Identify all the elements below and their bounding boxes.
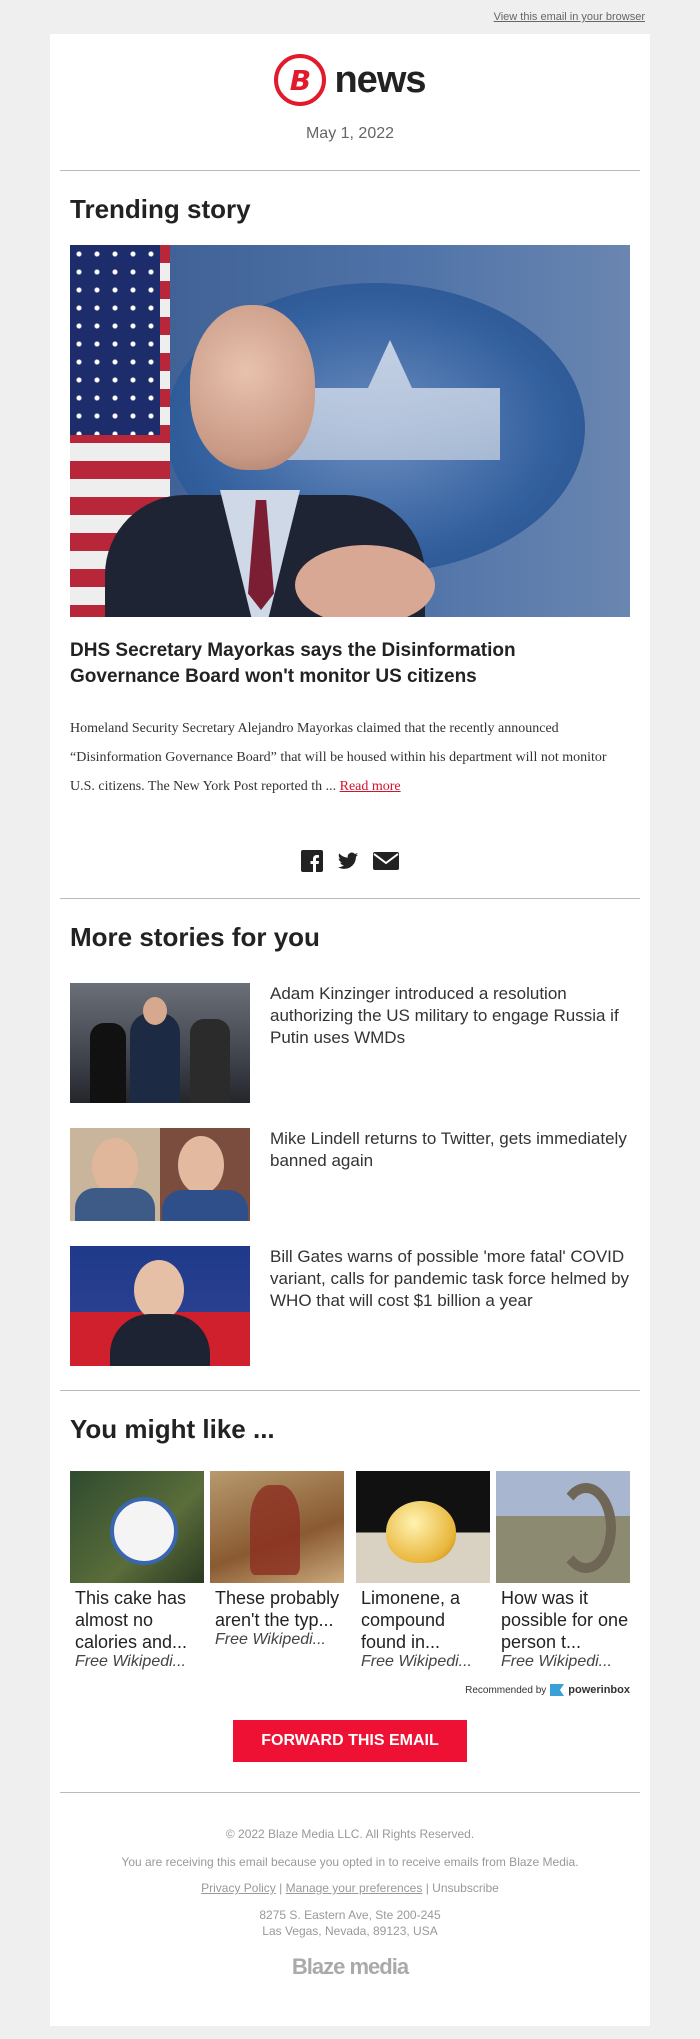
recommendation-title[interactable]: How was it possible for one person t... [501, 1588, 629, 1652]
divider [60, 1390, 640, 1391]
trending-excerpt [70, 714, 630, 801]
recommendation-image[interactable] [356, 1471, 490, 1583]
recommendation-title[interactable]: These probably aren't the typ... [215, 1588, 340, 1630]
twitter-icon[interactable] [337, 850, 359, 872]
story-title[interactable]: Bill Gates warns of possible 'more fatal' COVID variant, calls for pandemic task force helmed by WHO that will cost $1 billion a year [270, 1247, 630, 1310]
trending-story-image[interactable] [70, 245, 630, 617]
recommendation-image[interactable] [496, 1471, 630, 1583]
recommendation-source: Free Wikipedi... [215, 1631, 326, 1648]
story-thumbnail[interactable] [70, 983, 250, 1103]
recommended-by-label: Recommended by [465, 1684, 547, 1696]
privacy-policy-link[interactable]: Privacy Policy [201, 1881, 276, 1895]
address-line-2: Las Vegas, Nevada, 89123, USA [262, 1924, 438, 1938]
forward-email-button[interactable]: FORWARD THIS EMAIL [233, 1720, 467, 1762]
email-icon[interactable] [373, 850, 399, 872]
logo-text: news [334, 58, 426, 101]
read-more-link[interactable]: Read more [339, 779, 401, 794]
brand-logo[interactable] [50, 54, 650, 106]
facebook-icon[interactable] [301, 850, 323, 872]
top-bar [0, 0, 700, 34]
recommendation-image[interactable] [210, 1471, 344, 1583]
divider [60, 1792, 640, 1793]
divider [60, 170, 640, 171]
recommendation-item[interactable] [496, 1471, 630, 1671]
excerpt-text: Homeland Security Secretary Alejandro Mayorkas claimed that the recently announced “Disinformation Governance Board” that will be housed within his department will not monitor U.S. citizens. The New York Post reported th ... [70, 721, 607, 794]
story-thumbnail[interactable] [70, 1128, 250, 1221]
blaze-logo-icon: B [274, 54, 326, 106]
recommendation-image[interactable] [70, 1471, 204, 1583]
issue-date: May 1, 2022 [305, 125, 395, 142]
share-bar [50, 850, 650, 872]
section-title-trending: Trending story [70, 194, 251, 224]
powerinbox-icon [550, 1684, 564, 1696]
recommendation-item[interactable] [210, 1471, 344, 1649]
story-title[interactable]: Mike Lindell returns to Twitter, gets immediately banned again [270, 1129, 627, 1170]
recommendation-source: Free Wikipedi... [501, 1653, 612, 1670]
section-title-you-might-like: You might like ... [70, 1414, 275, 1444]
section-title-more-stories: More stories for you [70, 922, 320, 952]
story-thumbnail[interactable] [70, 1246, 250, 1366]
recommendation-item[interactable] [70, 1471, 204, 1671]
divider [60, 898, 640, 899]
recommendation-source: Free Wikipedi... [75, 1653, 186, 1670]
recommended-by[interactable] [465, 1684, 630, 1696]
story-title[interactable]: Adam Kinzinger introduced a resolution authorizing the US military to engage Russia if Putin uses WMDs [270, 984, 619, 1047]
opt-in-notice: You are receiving this email because you opted in to receive emails from Blaze Media. [121, 1855, 579, 1869]
trending-headline[interactable]: DHS Secretary Mayorkas says the Disinformation Governance Board won't monitor US citizens [70, 640, 516, 687]
recommendation-source: Free Wikipedi... [361, 1653, 472, 1670]
recommendation-title[interactable]: Limonene, a compound found in... [361, 1588, 461, 1652]
manage-preferences-link[interactable]: Manage your preferences [285, 1881, 423, 1895]
view-in-browser-link[interactable]: View this email in your browser [493, 11, 645, 23]
email-card [50, 34, 650, 2026]
footer-links: Privacy Policy | Manage your preferences | Unsubscribe [201, 1881, 499, 1895]
blaze-media-logo[interactable]: Blaze media [291, 1954, 409, 1979]
copyright: © 2022 Blaze Media LLC. All Rights Reserved. [225, 1827, 475, 1841]
recommendation-item[interactable] [356, 1471, 490, 1671]
provider-name: powerinbox [568, 1684, 630, 1696]
address-line-1: 8275 S. Eastern Ave, Ste 200-245 [259, 1908, 441, 1922]
recommendation-title[interactable]: This cake has almost no calories and... [75, 1588, 188, 1652]
unsubscribe-link[interactable]: Unsubscribe [432, 1881, 499, 1895]
